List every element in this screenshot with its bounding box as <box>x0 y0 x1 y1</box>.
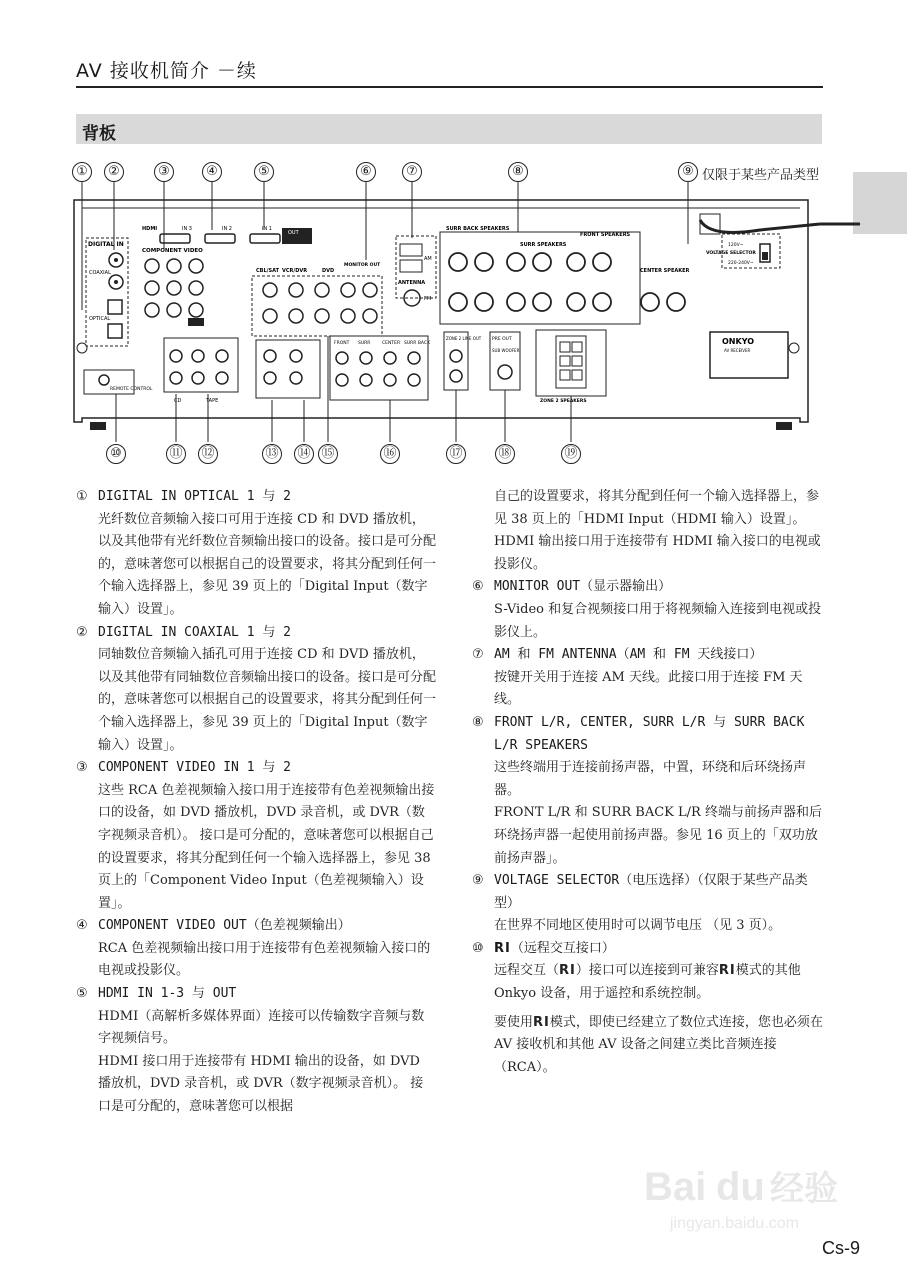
item-body <box>472 960 824 1005</box>
hdmi-in1-port <box>250 234 280 243</box>
front-label: FRONT <box>334 341 350 346</box>
item-monitor-out <box>472 576 824 644</box>
chassis-hole <box>77 343 87 353</box>
callout-6: ⑥ <box>356 162 376 182</box>
callout-leaders <box>82 182 688 442</box>
rear-panel-svg <box>60 160 860 476</box>
ri-mark-inline: RI <box>559 963 576 979</box>
ri-body-part: 模式，即使已经建立了数位式连接，您也必须在 AV 接收机和其他 AV 设备之间建立类比音频连接（RCA）。 <box>494 1014 823 1075</box>
surr-back-short-label: SURR BACK <box>404 341 431 346</box>
callout-7: ⑦ <box>402 162 422 182</box>
callout-2: ② <box>104 162 124 182</box>
remote-jack <box>99 375 109 385</box>
digital-in-label: DIGITAL IN <box>88 241 124 248</box>
am-terminal-1 <box>400 244 422 256</box>
onkyo-logo: ONKYO <box>722 337 755 346</box>
item-component-video-out <box>76 915 436 983</box>
ri-body-part: 要使用 <box>494 1014 534 1030</box>
callout-9: ⑨ <box>678 162 698 182</box>
component-video-jacks <box>145 259 203 317</box>
header-rule <box>76 86 823 88</box>
chassis-foot-right <box>776 422 792 430</box>
cd-label: CD <box>174 398 182 404</box>
item-number: ⑥ <box>472 579 484 595</box>
callout-10: ⑩ <box>106 444 126 464</box>
watermark-svg <box>640 1150 860 1240</box>
callout-13: ⑬ <box>262 444 282 464</box>
ri-mark-inline: RI <box>718 963 736 979</box>
hdmi-label: HDMI <box>142 226 158 232</box>
callout-16: ⑯ <box>380 444 400 464</box>
item-body: RCA 色差视频输出接口用于连接带有色差视频输入接口的电视或投影仪。 <box>98 940 431 979</box>
ri-mark-inline: RI <box>533 1014 550 1030</box>
item-body: 这些 RCA 色差视频输入接口用于连接带有色差视频输出接口的设备，如 DVD 播放机，DVD 录音机，或 DVR（数字视频录音机）。 接口是可分配的，意味著您可以根据自己的设置要求，将其分配到任何一个输入选择器上，参见 38 页上的「Component Video Input（色差视频输入）设置」。 <box>98 782 435 911</box>
item-heading: DIGITAL IN OPTICAL 1 与 2 <box>98 489 292 504</box>
v120-label: 120V~ <box>728 243 744 248</box>
item-number: ⑤ <box>76 986 88 1002</box>
subwoofer-jack <box>498 365 512 379</box>
item-hdmi <box>76 983 436 1119</box>
item-heading: VOLTAGE SELECTOR（电压选择）（仅限于某些产品类型） <box>494 873 808 911</box>
callout-8: ⑧ <box>508 162 528 182</box>
item-body: 按键开关用于连接 AM 天线。此接口用于连接 FM 天线。 <box>494 669 803 708</box>
ri-body-part: 远程交互（ <box>494 963 560 979</box>
item-body-2: HDMI 接口用于连接带有 HDMI 输出的设备，如 DVD 播放机，DVD 录音机，或 DVR（数字视频录音机）。 接口是可分配的，意味著您可以根据 <box>98 1053 424 1115</box>
hdmi-in2-port <box>205 234 235 243</box>
v220-label: 220-240V~ <box>728 261 754 266</box>
surr-back-label: SURR BACK SPEAKERS <box>446 226 510 232</box>
item-body: 这些终端用于连接前扬声器，中置，环绕和后环绕扬声器。 <box>494 760 807 798</box>
chassis-hole <box>789 343 799 353</box>
item-heading: DIGITAL IN COAXIAL 1 与 2 <box>98 624 292 640</box>
ri-body-part: ）接口可以连接到可兼容 <box>575 963 719 979</box>
item-remote-interactive <box>472 938 824 1080</box>
callout-12: ⑫ <box>198 444 218 464</box>
item-body: 光纤数位音频输入接口可用于连接 CD 和 DVD 播放机，以及其他带有光纤数位音频输出接口的设备。接口是可分配的，意味著您可以根据自己的设置要求，将其分配到任何一个输入选择器上，参见 39 页上的「Digital Input（数字输入）设置」。 <box>98 511 437 617</box>
audio-jacks <box>264 350 302 384</box>
item-heading: COMPONENT VIDEO IN 1 与 2 <box>98 760 292 776</box>
antenna-label: ANTENNA <box>398 280 426 286</box>
page-number: Cs-9 <box>822 1238 861 1258</box>
component-video-label: COMPONENT VIDEO <box>142 248 203 254</box>
callout-5: ⑤ <box>254 162 274 182</box>
item-body-2 <box>472 1012 824 1080</box>
center-speaker-label: CENTER SPEAKER <box>640 268 690 274</box>
coaxial-label: COAXIAL <box>89 270 111 276</box>
left-column <box>76 486 436 1119</box>
av-receiver-label: AV RECEIVER <box>724 348 751 353</box>
video-jacks <box>263 283 377 323</box>
item-heading: COMPONENT VIDEO OUT（色差视频输出） <box>98 918 351 934</box>
zone2-speakers-box <box>536 330 606 396</box>
vcr-dvr-label: VCR/DVR <box>282 268 308 274</box>
pre-out-label: PRE OUT <box>492 337 512 342</box>
item-body: 自己的设置要求，将其分配到任何一个输入选择器上，参见 38 页上的「HDMI Input（HDMI 输入）设置」。 <box>494 489 820 527</box>
item-heading: HDMI IN 1-3 与 OUT <box>98 986 237 1002</box>
item-body: 在世界不同地区使用时可以调节电压 （见 3 页）。 <box>494 918 782 934</box>
hdmi-out-label: OUT <box>288 230 299 236</box>
zone2-spring-terminals <box>560 342 582 380</box>
item-number: ⑨ <box>472 873 484 889</box>
section-title: 背板 <box>82 124 116 144</box>
item-body: S-Video 和复合视频接口用于将视频输入连接到电视或投影仪上。 <box>494 601 822 640</box>
cd-tape-jacks <box>170 350 228 384</box>
watermark-cn: 经验 <box>770 1169 838 1209</box>
ri-mark: RI <box>494 940 511 956</box>
item-number: ① <box>76 489 88 504</box>
front-speakers-label: FRONT SPEAKERS <box>580 232 631 238</box>
ri-body-part: 模式的其他 Onkyo 设备，用于遥控和系统控制。 <box>494 963 801 1002</box>
dvd-label: DVD <box>322 268 335 274</box>
fm-label: FM <box>424 296 432 302</box>
hdmi-in1-label: IN 1 <box>262 226 272 232</box>
item-antenna <box>472 644 824 712</box>
watermark-url: jingyan.baidu.com <box>670 1215 799 1232</box>
section-bar <box>76 114 822 144</box>
item-component-video-in <box>76 757 436 915</box>
zone2-speakers-label: ZONE 2 SPEAKERS <box>540 399 587 404</box>
callout-15: ⑮ <box>318 444 338 464</box>
tape-label: TAPE <box>206 398 219 404</box>
callout-9-note: 仅限于某些产品类型 <box>702 168 820 183</box>
item-digital-optical <box>76 486 436 622</box>
multichannel-jacks <box>336 352 420 386</box>
watermark-brand: Bai <box>644 1165 707 1209</box>
item-number: ⑩ <box>472 940 484 956</box>
item-digital-coaxial <box>76 622 436 758</box>
cbl-sat-label: CBL/SAT <box>256 268 279 274</box>
callout-18: ⑱ <box>495 444 515 464</box>
remote-label: REMOTE CONTROL <box>110 387 153 392</box>
antenna-box <box>396 236 436 298</box>
power-cord <box>700 220 820 232</box>
item-body: 同轴数位音频输入插孔可用于连接 CD 和 DVD 播放机，以及其他带有同轴数位音频输出接口的设备。接口是可分配的，意味著您可以根据自己的设置要求，将其分配到任何一个输入选择器上，参见 39 页上的「Digital Input（数字输入）设置」。 <box>98 647 437 753</box>
optical-port-1 <box>108 300 122 314</box>
rear-panel-diagram <box>60 160 860 476</box>
item-number: ⑦ <box>472 647 484 663</box>
item-number: ④ <box>76 918 88 934</box>
baidu-watermark <box>640 1150 860 1240</box>
side-tab <box>853 172 907 234</box>
center-label: CENTER <box>382 341 401 346</box>
item-voltage-selector <box>472 870 824 938</box>
am-terminal-2 <box>400 260 422 272</box>
monitor-out-label: MONITOR OUT <box>344 263 381 268</box>
voltage-selector-label: VOLTAGE SELECTOR <box>706 251 756 256</box>
am-label: AM <box>424 256 432 262</box>
callout-4: ④ <box>202 162 222 182</box>
item-heading: （远程交互接口） <box>510 940 615 956</box>
surr-speakers-label: SURR SPEAKERS <box>520 242 567 248</box>
hdmi-in2-label: IN 2 <box>222 226 232 232</box>
watermark-brand-2: du <box>716 1165 765 1209</box>
callout-1: ① <box>72 162 92 182</box>
item-heading: FRONT L/R, CENTER, SURR L/R 与 SURR BACK L/R SPEAKERS <box>494 714 805 753</box>
item-hdmi-continued <box>472 486 824 576</box>
item-body-2: FRONT L/R 和 SURR BACK L/R 终端与前扬声器和后环绕扬声器一起使用前扬声器。参见 16 页上的「双功放前扬声器」。 <box>494 805 822 866</box>
callout-19: ⑲ <box>561 444 581 464</box>
hdmi-in3-label: IN 3 <box>182 226 192 232</box>
item-number: ③ <box>76 760 88 776</box>
item-heading: AM 和 FM ANTENNA（AM 和 FM 天线接口） <box>494 647 763 663</box>
callout-11: ⑪ <box>166 444 186 464</box>
right-column <box>472 486 824 1079</box>
audio-block-box <box>256 340 320 398</box>
callout-14: ⑭ <box>294 444 314 464</box>
optical-port-2 <box>108 324 122 338</box>
item-body-2: HDMI 输出接口用于连接带有 HDMI 输入接口的电视或投影仪。 <box>494 534 821 572</box>
callout-3: ③ <box>154 162 174 182</box>
zone2-line-label: ZONE 2 LINE OUT <box>446 336 482 341</box>
optical-label: OPTICAL <box>89 316 111 322</box>
callout-17: ⑰ <box>446 444 466 464</box>
item-speakers <box>472 712 824 870</box>
speaker-terminals <box>449 253 685 311</box>
chassis-foot-left <box>90 422 106 430</box>
item-number: ② <box>76 624 88 640</box>
item-heading: MONITOR OUT（显示器输出） <box>494 579 672 595</box>
page-header-title: AV 接收机简介 －续 <box>76 60 257 82</box>
subwoofer-label: SUB WOOFER <box>492 348 520 353</box>
item-body: HDMI（高解析多媒体界面）连接可以传输数字音频与数字视频信号。 <box>98 1008 425 1047</box>
surr-label: SURR <box>358 341 371 346</box>
item-number: ⑧ <box>472 714 484 730</box>
